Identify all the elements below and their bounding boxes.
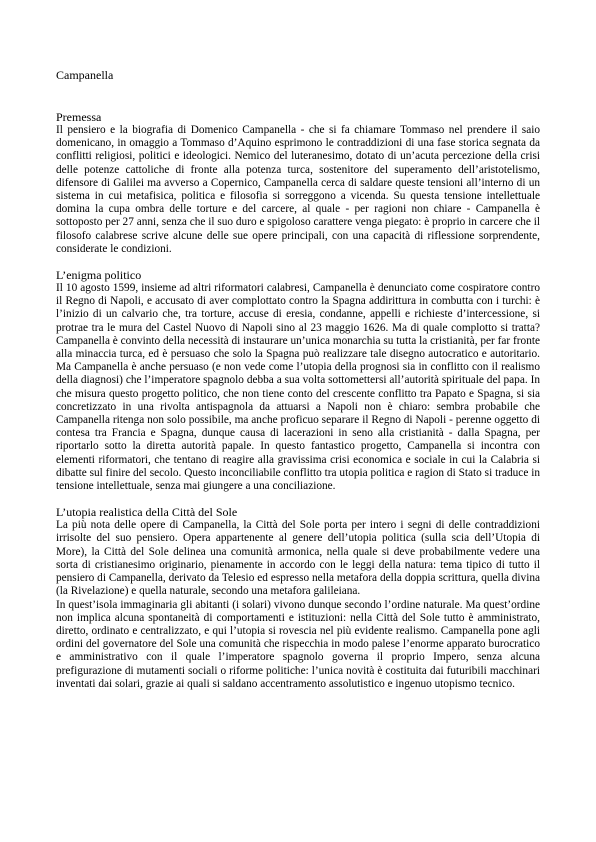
section-heading: L’enigma politico: [56, 268, 142, 283]
document-title: Campanella: [56, 68, 114, 82]
section-premessa: [56, 111, 540, 256]
section-heading: Premessa: [56, 110, 102, 124]
section-paragraph: Il pensiero e la biografia di Domenico Campanella - che si fa chiamare Tommaso nel prendere il saio domenicano, in omaggio a Tommaso d’Aquino esprimono le contraddizioni di una fase storica segnata da conflitti religiosi, politici e ideologici. Nemico del luteranesimo, dotato di un’acuta percezione della crisi delle potenze cattoliche di fronte alla potenza turca, sostenitore del superamento dell’aristotelismo, difensore di Galilei ma avverso a Copernico, Campanella cerca di saldare queste tensioni all’interno di un sistema in cui metafisica, politica e filosofia si sorreggono a vicenda. Su questa tensione intellettuale domina la cupa ombra delle torture e del carcere, al quale - per ragioni non chiare - Campanella è sottoposto per 27 anni, senza che il suo duro e spigoloso carattere venga piegato: è proprio in carcere che il filosofo calabrese scrive alcune delle sue opere principali, con una capacità di riflessione sorprendente, considerate le condizioni.: [56, 124, 540, 255]
section-paragraph: Il 10 agosto 1599, insieme ad altri riformatori calabresi, Campanella è denunciato come cospiratore contro il Regno di Napoli, e accusato di aver complottato contro la Spagna addirittura in combutta con i turchi: è l’inizio di un calvario che, tra torture, accuse di eresia, condanne, appelli e richieste d’intercessione, si protrae tra le mura del Castel Nuovo di Napoli sino al 23 maggio 1626. Ma di quale complotto si tratta? Campanella è convinto della necessità di instaurare un’unica monarchia su tutta la cristianità, per far fronte alla minaccia turca, ed è persuaso che solo la Spagna può realizzare tale disegno autocratico e autoritario. Ma Campanella è anche persuaso (e non vede come l’utopia della prognosi sia in conflitto con il realismo della diagnosi) che l’imperatore spagnolo debba a sua volta sottomettersi all’autorità spirituale del papa. In che misura questo progetto politico, che non tiene conto del crescente conflitto tra Papato e Spagna, si sia concretizzato in una rivolta antispagnola da attuarsi a Napoli non è chiaro: sembra probabile che Campanella ritenga non solo possibile, ma anche proficuo separare il Regno di Napoli - perenne oggetto di contesa tra Francia e Spagna, dunque causa di lacerazioni in seno alla cristianità - dalla Spagna, per riportarlo sotto la diretta autorità papale. In questo fantastico progetto, Campanella si incontra con elementi riformatori, che tentano di reagire alla gravissima crisi economica e sociale in cui la Calabria si dibatte sul finire del secolo. Questo inconciliabile conflitto tra utopia politica e ragion di Stato si traduce in tensione intellettuale, senza mai giungere a una conciliazione.: [56, 282, 540, 493]
section-paragraph: In quest’isola immaginaria gli abitanti (i solari) vivono dunque secondo l’ordine naturale. Ma quest’ordine non implica alcuna spontaneità di comportamenti e istituzioni: nella Città del Sole tutto è amministrato, diretto, ordinato e centralizzato, e qui l’utopia si rovescia nel più evidente realismo. Campanella pone agli ordini del governatore del Sole una comunità che rispecchia in modo palese l’enorme apparato burocratico e amministrativo con il quale l’imperatore spagnolo governa il proprio Impero, senza alcuna prefigurazione di mutamenti sociali o riforme politiche: l’unica novità è costituita dai futuribili macchinari inventati dai solari, grazie ai quali si saldano accentramento assolutistico e ingenuo utopismo tecnico.: [56, 598, 540, 690]
section-heading: L’utopia realistica della Città del Sole: [56, 505, 238, 520]
section-enigma-politico: [56, 269, 540, 493]
section-paragraph: La più nota delle opere di Campanella, la Città del Sole porta per intero i segni di delle contraddizioni irrisolte del suo pensiero. Opera appartenente al genere dell’utopia politica (sulla scia dell’Utopia di More), la Città del Sole delinea una comunità armonica, nella quale si deve probabilmente vedere una sorta di cristianesimo originario, pienamente in accordo con le leggi della natura: tema tipico di tutto il pensiero di Campanella, derivato da Telesio ed espresso nella metafora della doppia scrittura, quella divina (la Rivelazione) e quella naturale, secondo una metafora galileiana.: [56, 519, 540, 598]
section-citta-del-sole: [56, 506, 540, 691]
